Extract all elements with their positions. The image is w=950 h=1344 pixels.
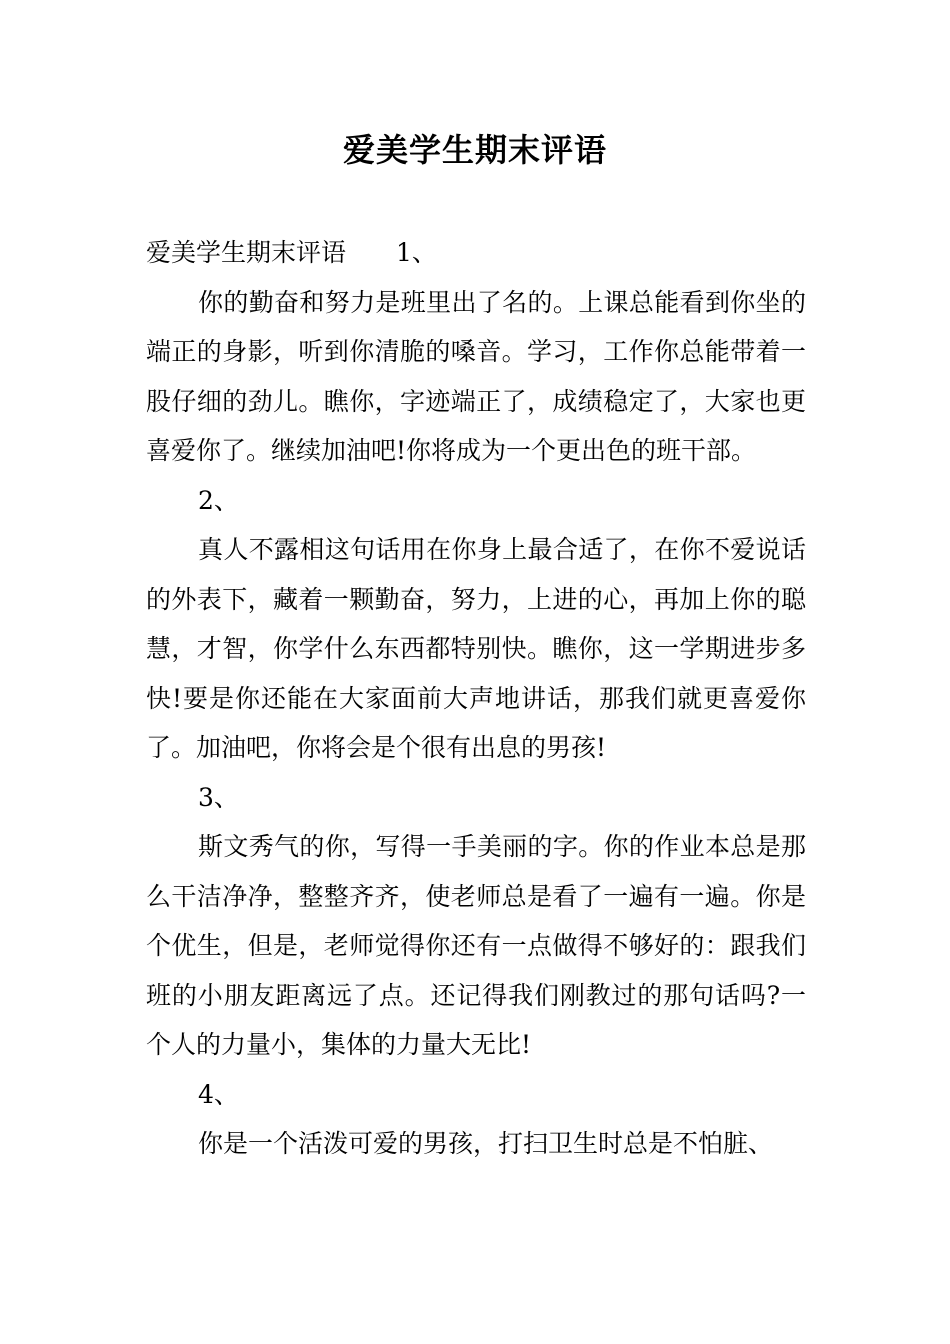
comment-text-2: 真人不露相这句话用在你身上最合适了，在你不爱说话的外表下，藏着一颗勤奋，努力，上进的心，再加上你的聪慧，才智，你学什么东西都特别快。瞧你，这一学期进步多快!要是你还能在大家面前大声地讲话，那我们就更喜爱你了。加油吧，你将会是个很有出息的男孩! [146, 535, 806, 762]
document-title: 爱美学生期末评语 [342, 131, 607, 169]
comment-number-4: 4、 [198, 1079, 239, 1109]
comment-number-2: 2、 [198, 485, 239, 515]
comment-number-1: 1、 [396, 238, 437, 267]
intro-line [146, 228, 806, 278]
document-body [146, 228, 806, 1169]
comment-text-3: 斯文秀气的你，写得一手美丽的字。你的作业本总是那么干洁净净，整整齐齐，使老师总是看了一遍有一遍。你是个优生，但是，老师觉得你还有一点做得不够好的：跟我们班的小朋友距离远了点。还记得我们刚教过的那句话吗?一个人的力量小，集体的力量大无比! [146, 832, 806, 1059]
comment-text-4: 你是一个活泼可爱的男孩，打扫卫生时总是不怕脏、 [198, 1129, 774, 1158]
comment-text-1: 你的勤奋和努力是班里出了名的。上课总能看到你坐的端正的身影，听到你清脆的嗓音。学习，工作你总能带着一股仔细的劲儿。瞧你，字迹端正了，成绩稳定了，大家也更喜爱你了。继续加油吧!你将成为一个更出色的班干部。 [146, 287, 806, 465]
comment-number-3: 3、 [198, 782, 239, 812]
intro-label: 爱美学生期末评语 [146, 238, 347, 267]
